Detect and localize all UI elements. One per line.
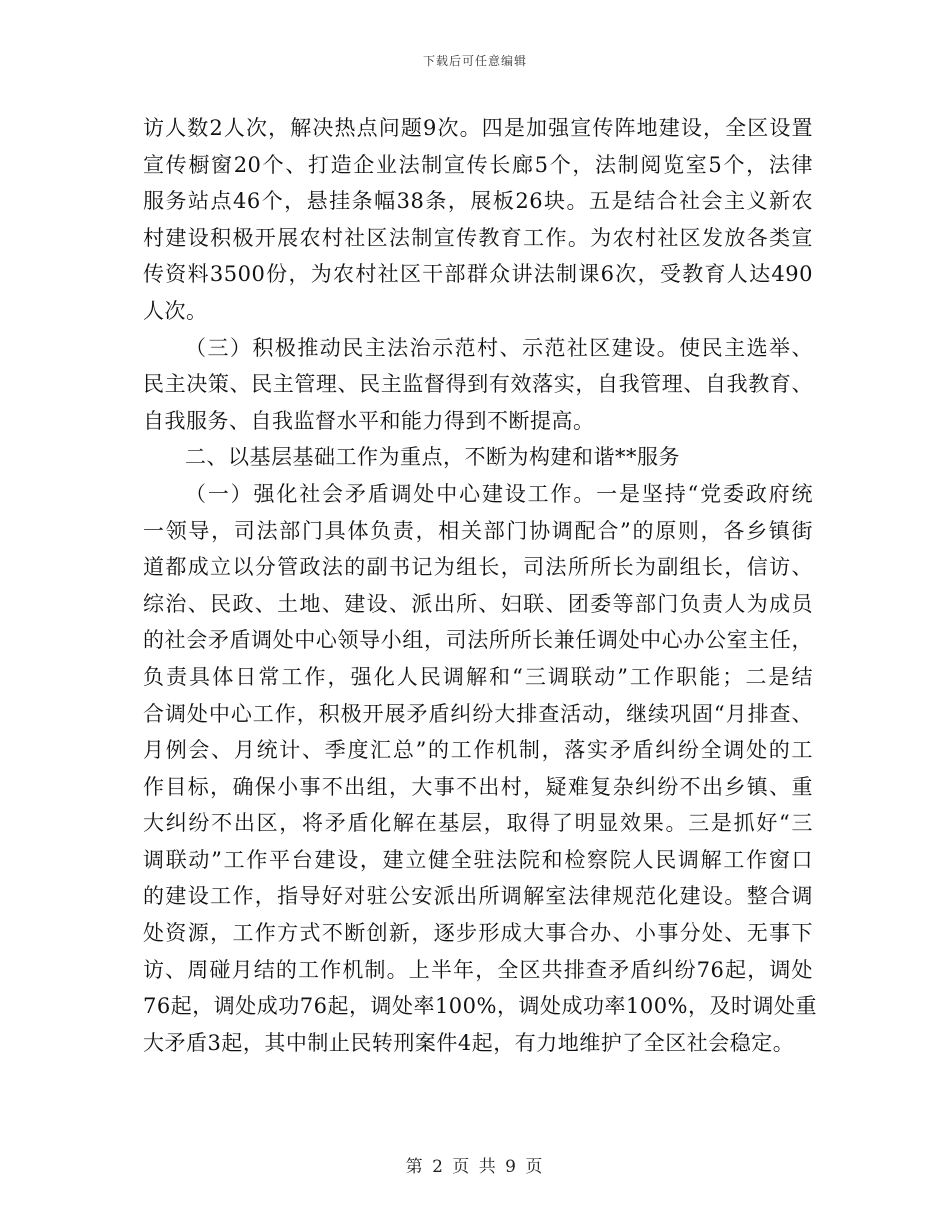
text-line: 月例会、月统计、季度汇总”的工作机制，落实矛盾纠纷全调处的工 [143,738,813,763]
text-line: 访、周碰月结的工作机制。上半年，全区共排查矛盾纠纷76起，调处 [143,957,813,982]
text-line: 民主决策、民主管理、民主监督得到有效落实，自我管理、自我教育、 [143,372,813,397]
document-body [143,110,818,1061]
text-line: 道都成立以分管政法的副书记为组长，司法所所长为副组长，信访、 [143,555,813,580]
text-line: 人次。 [143,298,208,323]
text-line: 村建设积极开展农村社区法制宣传教育工作。为农村社区发放各类宣 [143,225,813,250]
text-line: 的社会矛盾调处中心领导小组，司法所所长兼任调处中心办公室主任， [143,628,813,653]
text-line: 的建设工作，指导好对驻公安派出所调解室法律规范化建设。整合调 [143,884,813,909]
text-line: 作目标，确保小事不出组，大事不出村，疑难复杂纠纷不出乡镇、重 [143,774,813,799]
text-line: 76起，调处成功76起，调处率100%，调处成功率100%，及时调处重 [143,994,818,1019]
text-line: 调联动”工作平台建设，建立健全驻法院和检察院人民调解工作窗口 [143,847,813,872]
page-header: 下载后可任意编辑 [422,54,527,68]
text-line: 服务站点46个，悬挂条幅38条，展板26块。五是结合社会主义新农 [143,189,813,214]
page-number: 第 2 页 共 9 页 [405,1157,545,1177]
text-line: 访人数2人次，解决热点问题9次。四是加强宣传阵地建设，全区设置 [143,116,813,140]
text-line: 负责具体日常工作，强化人民调解和“三调联动”工作职能；二是结 [143,664,813,689]
text-line: 处资源，工作方式不断创新，逐步形成大事合办、小事分处、无事下 [143,921,813,946]
paragraph-heading-line: （一）强化社会矛盾调处中心建设工作。一是坚持“党委政府统 [185,481,813,506]
section-heading: 二、以基层基础工作为重点，不断为构建和谐**服务 [185,445,680,470]
text-line: 合调处中心工作，积极开展矛盾纠纷大排查活动，继续巩固“月排查、 [143,701,813,726]
text-line: 大纠纷不出区，将矛盾化解在基层，取得了明显效果。三是抓好“三 [143,811,813,836]
text-line: 传资料3500份，为农村社区干部群众讲法制课6次，受教育人达490 [143,262,813,287]
paragraph-heading-line: （三）积极推动民主法治示范村、示范社区建设。使民主选举、 [185,335,813,360]
text-line: 宣传橱窗20个、打造企业法制宣传长廊5个，法制阅览室5个，法律 [143,152,813,177]
text-line: 一领导，司法部门具体负责，相关部门协调配合”的原则，各乡镇街 [143,518,813,543]
text-line: 自我服务、自我监督水平和能力得到不断提高。 [143,408,595,433]
text-line: 综治、民政、土地、建设、派出所、妇联、团委等部门负责人为成员 [143,591,813,616]
text-line: 大矛盾3起，其中制止民转刑案件4起，有力地维护了全区社会稳定。 [143,1030,795,1055]
